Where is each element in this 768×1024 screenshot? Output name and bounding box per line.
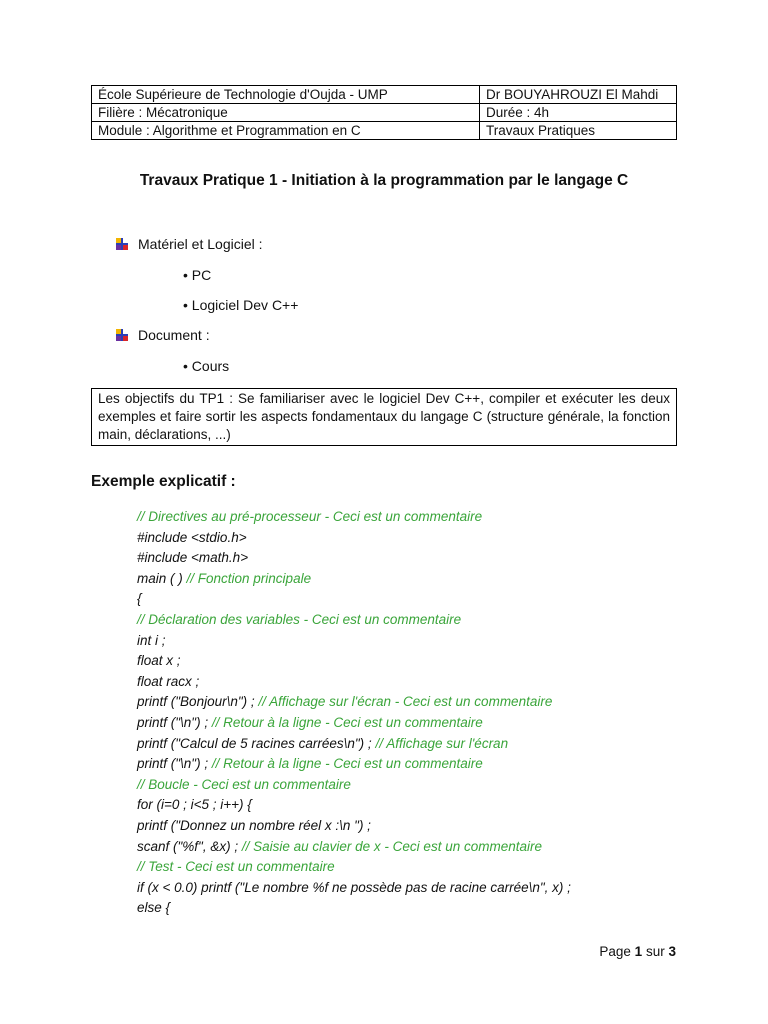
code-text: #include <stdio.h> — [137, 529, 247, 545]
code-text: printf ("Bonjour\n") ; — [137, 694, 259, 710]
code-line — [137, 816, 571, 837]
code-line — [137, 610, 571, 631]
objectives-box: Les objectifs du TP1 : Se familiariser avec le logiciel Dev C++, compiler et exécuter les deux exemples et faire sortir les aspects fondamentaux du langage C (structure générale, la fonction main, déclarations, ...) — [91, 388, 677, 446]
footer-total-pages: 3 — [668, 944, 676, 959]
code-text: printf ("Donnez un nombre réel x :\n ") ; — [137, 817, 371, 833]
code-line — [137, 528, 571, 549]
code-comment: // Affichage sur l'écran - Ceci est un commentaire — [258, 694, 553, 710]
code-line — [137, 857, 571, 878]
bullet-materiel-label: Matériel et Logiciel : — [138, 236, 263, 252]
list-item: • PC — [183, 267, 212, 283]
code-comment: // Fonction principale — [186, 570, 312, 586]
page-footer — [599, 944, 676, 959]
table-cell: Module : Algorithme et Programmation en C — [92, 122, 480, 140]
code-line — [137, 548, 571, 569]
code-text: else { — [137, 900, 171, 916]
code-text: printf ("\n") ; — [137, 756, 212, 772]
code-line — [137, 754, 571, 775]
code-line — [137, 651, 571, 672]
code-text: int i ; — [137, 632, 166, 648]
code-text: main ( ) — [137, 570, 187, 586]
footer-sur-word: sur — [645, 944, 665, 959]
bullet-document — [116, 327, 210, 343]
code-line — [137, 837, 571, 858]
code-block — [137, 507, 571, 919]
code-text: for (i=0 ; i<5 ; i++) { — [137, 797, 252, 813]
footer-page-word: Page — [599, 944, 631, 959]
code-line — [137, 589, 571, 610]
four-color-flag-bullet-icon — [116, 329, 128, 341]
code-text: float racx ; — [137, 673, 200, 689]
code-text: float x ; — [137, 653, 181, 669]
table-row — [92, 122, 677, 140]
table-cell: Dr BOUYAHROUZI El Mahdi — [480, 86, 677, 104]
table-row — [92, 104, 677, 122]
table-cell: Durée : 4h — [480, 104, 677, 122]
bullet-document-label: Document : — [138, 327, 210, 343]
list-item: • Cours — [183, 358, 230, 374]
code-comment: // Test - Ceci est un commentaire — [137, 859, 335, 875]
code-text: { — [137, 591, 142, 607]
four-color-flag-bullet-icon — [116, 238, 128, 250]
code-comment: // Déclaration des variables - Ceci est un commentaire — [137, 611, 462, 627]
section-heading: Exemple explicatif : — [91, 473, 236, 490]
code-line — [137, 631, 571, 652]
footer-current-page: 1 — [634, 944, 643, 959]
code-line — [137, 898, 571, 919]
code-comment: // Retour à la ligne - Ceci est un commentaire — [211, 714, 483, 730]
list-item: • Logiciel Dev C++ — [183, 297, 299, 313]
code-line — [137, 569, 571, 590]
code-text: printf ("Calcul de 5 racines carrées\n") ; — [137, 735, 376, 751]
header-table — [91, 85, 677, 140]
table-cell: Filière : Mécatronique — [92, 104, 480, 122]
code-comment: // Retour à la ligne - Ceci est un commentaire — [211, 756, 483, 772]
code-comment: // Boucle - Ceci est un commentaire — [137, 776, 351, 792]
code-line — [137, 507, 571, 528]
code-line — [137, 878, 571, 899]
code-text: scanf ("%f", &x) ; — [137, 838, 242, 854]
code-comment: // Affichage sur l'écran — [375, 735, 509, 751]
code-line — [137, 692, 571, 713]
code-text: if (x < 0.0) printf ("Le nombre %f ne possède pas de racine carrée\n", x) ; — [137, 879, 571, 895]
code-comment: // Directives au pré-processeur - Ceci est un commentaire — [137, 509, 483, 524]
code-text: printf ("\n") ; — [137, 714, 212, 730]
code-comment: // Saisie au clavier de x - Ceci est un commentaire — [241, 838, 542, 854]
table-row — [92, 86, 677, 104]
table-cell: Travaux Pratiques — [480, 122, 677, 140]
code-line — [137, 795, 571, 816]
code-line — [137, 672, 571, 693]
code-line — [137, 775, 571, 796]
bullet-materiel — [116, 236, 263, 252]
code-line — [137, 713, 571, 734]
table-cell: École Supérieure de Technologie d'Oujda - UMP — [92, 86, 480, 104]
document-title: Travaux Pratique 1 - Initiation à la programmation par le langage C — [139, 172, 629, 189]
code-line — [137, 734, 571, 755]
code-text: #include <math.h> — [137, 550, 249, 566]
